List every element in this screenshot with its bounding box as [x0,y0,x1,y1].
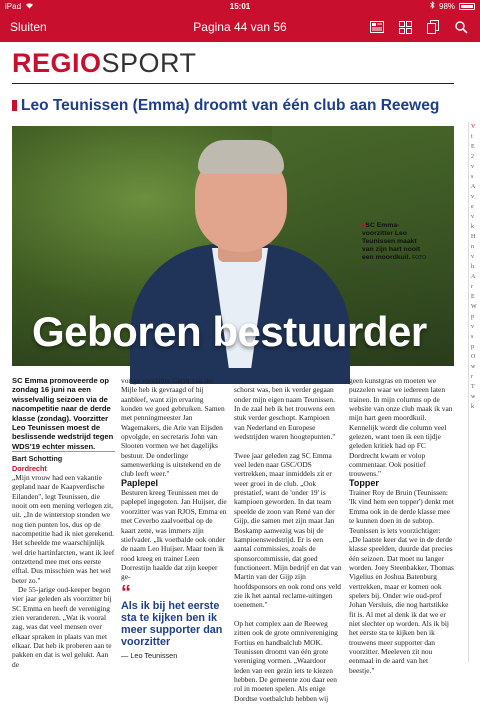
article-column-3 [234,376,342,712]
column-1-paragraph: De 55-jarige oud-keeper begon vier jaar geleden als voorzitter bij SC Emma en heeft de vereniging zien veranderen. „Wat ik vooral zag, was dat veel mensen over elkaar spraken in plaats van met elkaar. Dat heb ik proberen aan te pakken en dat is wel gelukt. Aan de [12,585,112,669]
column-2-paragraph: vorige voorzitter Gerrit van der Mijle heb ik gevraagd of hij aanbleef, want zijn ervaring konden we goed gebruiken. Samen met penningmeester Jan Wagemakers, die Arie van Eijsden opvolgde, en secretaris John van Slooten vormen we het dagelijks bestuur. De onderlinge samenwerking is uitstekend en de club leeft weer." [121,376,225,479]
page-indicator: Pagina 44 van 56 [193,20,287,34]
strip-letter: w [471,364,476,370]
strip-letter: E [471,144,475,150]
article-headline [12,97,464,115]
column-2-paragraph: Besturen kreeg Teunissen met de paplepel ingegoten. Jan Huijser, die voorzitter was van RJOS, Emma en met Ceverbo zaalvoetbal op de kaart zette, was immers zijn stiefvader. „Ik voetbalde ook onder de naam Leo Huijser. Maar toen ik rood kreeg en trainer Leen Dorrestijn haalde dat zijn keeper ge- [121,488,227,582]
strip-letter: e [471,204,474,210]
photo-credit: RICHARD VAN HOEK [362,265,410,270]
strip-letter: W [471,304,477,310]
close-button[interactable]: Sluiten [10,20,47,34]
device-name: iPad [5,1,22,11]
newspaper-page [0,42,480,703]
article-photo [12,126,454,366]
column-4-paragraph: Trainer Roy de Bruin (Teunissen: 'Ik vind hem een topper') denkt met Emma ook in de derde klasse mee te kunnen doen in de subtop. Teunissen is iets voorzichtiger: „De laatste keer dat we in de derde klasse speelden, duurde dat precies één seizoen. Dat moet nu langer worden. Joey Steenbakker, Thomas Vigelius en Joshua Batenburg vertrekken, maar er komen ook spelers bij. Onder wie oud-prof Johan Versluis, die nog hartstikke fit is. Al met al denk ik dat we er niet slechter op worden. Als ik bij het eerste sta te kijken ben ik trouwens meer supporter dan voorzitter. Meeleven zit nou eenmaal in de aard van het beestje." [349,488,454,675]
strip-letter: V [471,124,476,130]
strip-letter: E [471,294,475,300]
strip-letter: H [471,234,476,240]
strip-letter: p [471,314,474,320]
article-column-2 [121,376,227,660]
article-column-4 [349,376,454,675]
strip-letter: v [471,324,474,330]
copy-icon[interactable] [426,20,440,34]
strip-letter: s [471,334,474,340]
headline-text: Leo Teunissen (Emma) droomt van één club aan Reeweg [21,97,440,114]
strip-letter: p [471,344,474,350]
strip-letter: s [471,174,474,180]
adjacent-column-strip [468,122,480,662]
strip-letter: r [471,284,473,290]
strip-letter: v [471,164,474,170]
caption-credit-label: FOTO [412,255,427,261]
strip-letter: A [471,184,476,190]
strip-letter: A [471,274,476,280]
battery-percent: 98% [439,1,456,11]
strip-letter: k [471,404,474,410]
photo-hair [198,140,284,174]
column-1-paragraph: „Mijn vrouw had een vakantie gepland naar de Kaapverdische Eilanden", legt Teunissen, die nooit om een mening verlegen zit, uit. „In de winterstop stonden we nog tien punten los, dus op de nacompetitie had ik niet gerekend. Het scheelde me waarschijnlijk wel drie hartinfarcten, want ik leef ontzettend mee met ons eerste elftal. Dus misschien was het wel beter zo." [12,472,115,585]
caption-text: SC Emma-voorzitter Leo Teunissen maakt van zijn hart nooit een moordkuil. [362,222,421,261]
photo-big-title: Geboren bestuurder [32,308,427,355]
headline-marker [12,100,17,111]
pull-quote-author: — Leo Teunissen [121,650,178,660]
status-right [318,1,475,11]
grid-icon[interactable] [398,20,412,34]
section-masthead [12,48,197,79]
photo-caption [362,222,428,270]
page-layout-icon[interactable] [370,20,384,34]
article-column-1 [12,376,115,669]
strip-letter: O [471,354,476,360]
status-left [5,2,162,11]
article-dateline: Dordrecht [12,463,47,473]
strip-letter: 2 [471,154,474,160]
strip-letter: k [471,224,474,230]
reader-toolbar [0,12,480,42]
strip-letter: n [471,244,474,250]
wifi-icon [25,2,34,11]
battery-icon [459,3,475,10]
toolbar-icons [370,20,480,34]
subhead-topper: Topper [349,477,379,488]
strip-letter: r [471,374,473,380]
strip-letter: t [471,134,473,140]
column-4-paragraph: geen kunstgras en moeten we puzzelen waar we iedereen laten trainen. In mijn columns op de website van onze club maak ik van mijn hart geen moordkuil. Kennelijk wordt die column veel gelezen, want toen ik een tijdje geleden kritiek had op FC Dordrecht kwam er volop commentaar. Ook positief trouwens." [349,376,453,479]
status-time: 15:01 [229,1,251,11]
status-bar [0,0,480,12]
article-author: Bart Schotting [12,451,115,463]
masthead-bold: REGIO [12,48,102,78]
bluetooth-icon [430,1,435,11]
strip-letter: h [471,264,474,270]
masthead-thin: SPORT [101,48,197,78]
quote-mark-icon: “ [121,581,131,604]
strip-letter: v [471,214,474,220]
pull-quote-text: Als ik bij het eerste sta te kijken ben ik meer supporter dan voorzitter [121,599,223,648]
strip-letter: v [471,254,474,260]
strip-letter: T [471,384,475,390]
column-3-paragraph: schorst was, ben ik verder gegaan onder mijn eigen naam Teunissen. In de zaal heb ik het trouwens een stuk verder geschopt. Kampioen van Nederland en Europese wedstrijden waren hoogtepunten." Twee jaar geleden zag SC Emma veel leden naar GSC/ODS vertrekken, maar inmiddels zit er weer groei in de club. „Ook prestatief, want de 'onder 19' is kampioen geworden. In dat team speelde de zoon van René van der Gijp, die samen met zijn maat Jan Boskamp aanwezig was bij de kampioenswedstrijd. Er is een aantal commissies, zoals de sponsorcommissie, dat goed functioneert. Mijn bedrijf en dat van Martin van der Gijp zijn hoofdsponsors en ook rond ons veld zie ik het aantal reclame-uitingen toenemen." Op het complex aan de Reeweg zitten ook de grote omnivereniging Fortius en handbalclub MOK. Teunissen droomt van één grote vereniging vormen. „Waardoor leden van een gezin iets te kiezen hebben. De gemeente zou daar een rol in moeten spelen. Als enige Dordtse voetbalclub hebben wij [234,385,342,703]
pull-quote [121,581,227,660]
search-icon[interactable] [454,20,468,34]
strip-letter: v [471,194,474,200]
caption-arrow-icon: ◂ [362,222,366,229]
strip-letter: w [471,394,476,400]
subhead-paplepel: Paplepel [121,477,159,488]
article-lead: SC Emma promoveerde op zondag 16 juni na een wisselvallig seizoen via de nacompetitie naar de derde klasse (zondag). Voorzitter Leo Teunissen moest de beslissende wedstrijd tegen WDS'19 echter missen. [12,376,114,451]
masthead-divider [12,83,454,84]
